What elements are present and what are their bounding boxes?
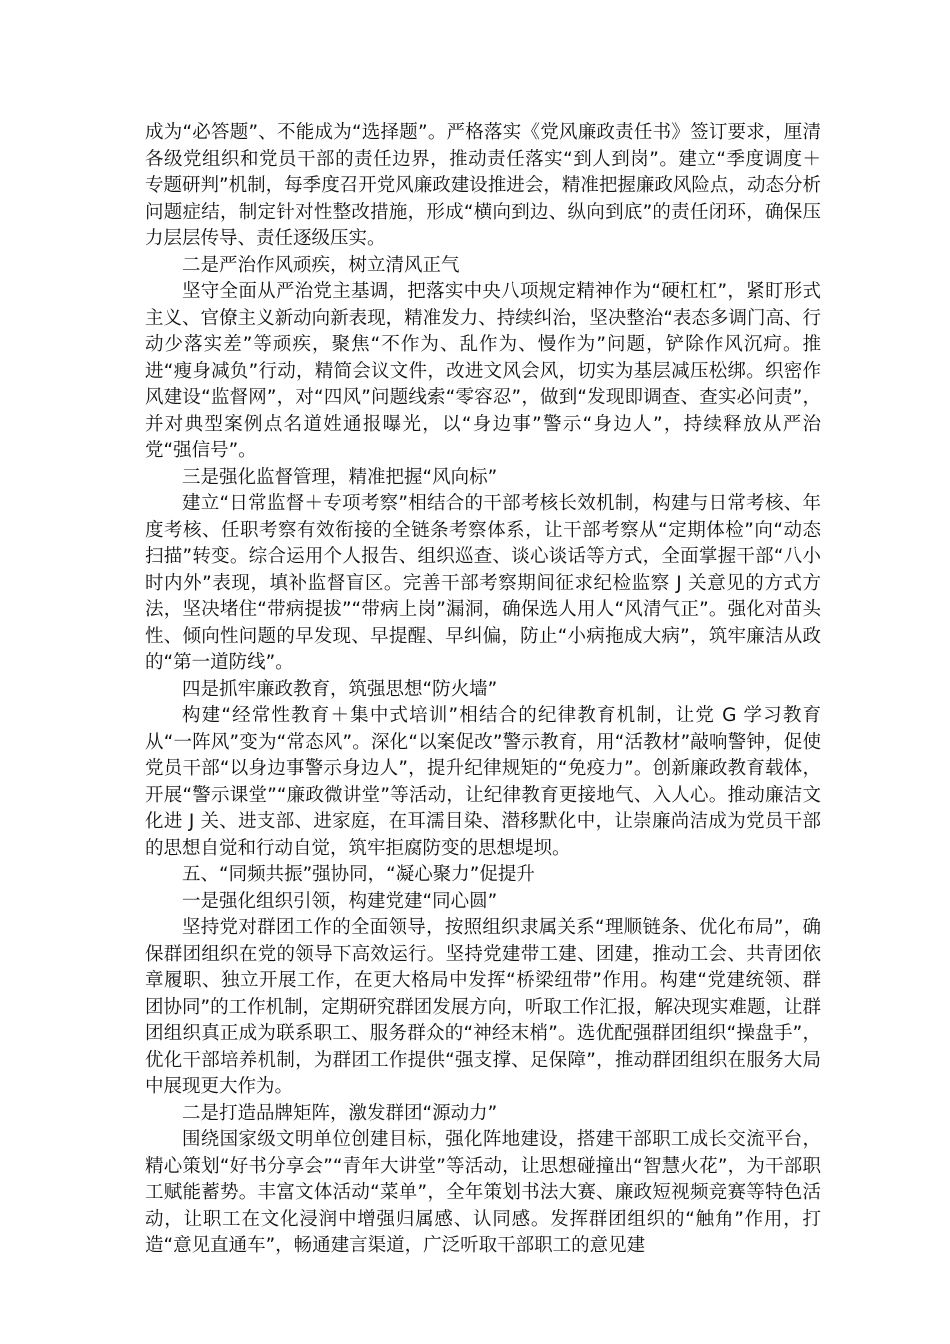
body-paragraph: 坚持党对群团工作的全面领导，按照组织隶属关系“理顺链条、优化布局”，确保群团组织在党的领导下高效运行。坚持党建带工建、团建，推动工会、共青团依章履职、独立开展工作，在更大格局中发挥“桥梁纽带”作用。构建“党建统领、群团协同”的工作机制，定期研究群团发展方向，听取工作汇报，解决现实难题，让群团组织真正成为联系职工、服务群众的“神经末梢”。选优配强群团组织“操盘手”，优化干部培养机制，为群团工作提供“强支撑、足保障”，推动群团组织在服务大局中展现更大作为。: [145, 917, 821, 1097]
section-heading: 三是强化监督管理，精准把握“风向标”: [182, 466, 498, 488]
section-heading: 二是严治作风顽疾，树立清风正气: [182, 254, 460, 276]
body-paragraph: 成为“必答题”、不能成为“选择题”。严格落实《党风廉政责任书》签订要求，厘清各级党组织和党员干部的责任边界，推动责任落实“到人到岗”。建立“季度调度＋专题研判”机制，每季度召开党风廉政建设推进会，精准把握廉政风险点，动态分析问题症结，制定针对性整改措施，形成“横向到边、纵向到底”的责任闭环，确保压力层层传导、责任逐级压实。: [145, 122, 821, 249]
body-paragraph: 构建“经常性教育＋集中式培训”相结合的纪律教育机制，让党 G 学习教育从“一阵风”变为“常态风”。深化“以案促改”警示教育，用“活教材”敲响警钟，促使党员干部“以身边事警示身边人”，提升纪律规矩的“免疫力”。创新廉政教育载体，开展“警示课堂”“廉政微讲堂”等活动，让纪律教育更接地气、入人心。推动廉洁文化进 J 关、进支部、进家庭，在耳濡目染、潜移默化中，让崇廉尚洁成为党员干部的思想自觉和行动自觉，筑牢拒腐防变的思想堤坝。: [145, 705, 821, 859]
document-body: [145, 120, 821, 1260]
section-heading: 四是抓牢廉政教育，筑强思想“防火墙”: [182, 678, 498, 700]
chapter-heading: 五、“同频共振”强协同，“凝心聚力”促提升: [182, 864, 535, 885]
section-heading: 一是强化组织引领，构建党建“同心圆”: [182, 890, 498, 912]
body-paragraph: 围绕国家级文明单位创建目标，强化阵地建设，搭建干部职工成长交流平台，精心策划“好书分享会”“青年大讲堂”等活动，让思想碰撞出“智慧火花”，为干部职工赋能蓄势。丰富文体活动“菜单”，全年策划书法大赛、廉政短视频竞赛等特色活动，让职工在文化浸润中增强归属感、认同感。发挥群团组织的“触角”作用，打造“意见直通车”，畅通建言渠道，广泛听取干部职工的意见建: [145, 1129, 821, 1256]
section-heading: 二是打造品牌矩阵，激发群团“源动力”: [182, 1102, 498, 1124]
body-paragraph: 坚守全面从严治党主基调，把落实中央八项规定精神作为“硬杠杠”，紧盯形式主义、官僚主义新动向新表现，精准发力、持续纠治，坚决整治“表态多调门高、行动少落实差”等顽疾，聚焦“不作为、乱作为、慢作为”问题，铲除作风沉疴。推进“瘦身减负”行动，精简会议文件，改进文风会风，切实为基层减压松绑。织密作风建设“监督网”，对“四风”问题线索“零容忍”，做到“发现即调查、查实必问责”，并对典型案例点名道姓通报曝光，以“身边事”警示“身边人”，持续释放从严治党“强信号”。: [145, 281, 821, 461]
body-paragraph: 建立“日常监督＋专项考察”相结合的干部考核长效机制，构建与日常考核、年度考核、任职考察有效衔接的全链条考察体系，让干部考察从“定期体检”向“动态扫描”转变。综合运用个人报告、组织巡查、谈心谈话等方式，全面掌握干部“八小时内外”表现，填补监督盲区。完善干部考察期间征求纪检监察 J 关意见的方式方法，坚决堵住“带病提拔”“带病上岗”漏洞，确保选人用人“风清气正”。强化对苗头性、倾向性问题的早发现、早提醒、早纠偏，防止“小病拖成大病”，筑牢廉洁从政的“第一道防线”。: [145, 493, 821, 673]
